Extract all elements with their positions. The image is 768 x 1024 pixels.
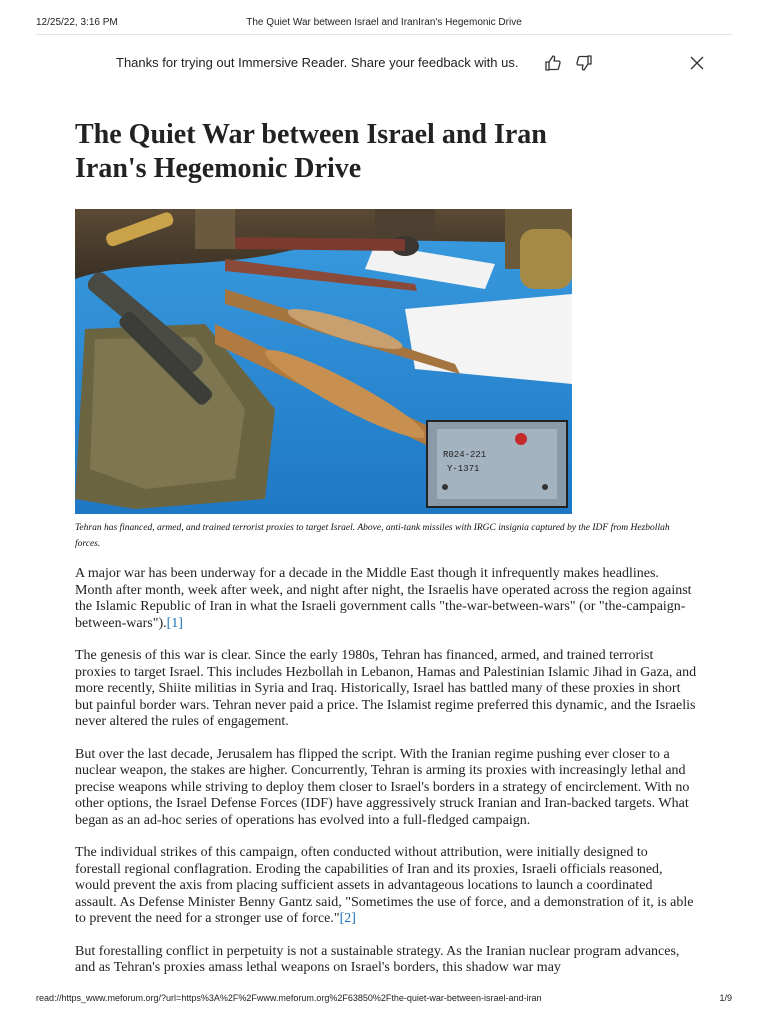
image-caption: Tehran has financed, armed, and trained terrorist proxies to target Israel. Above, anti-tank missiles with IRGC insignia captured by the IDF from Hezbollah forces.: [75, 523, 670, 549]
paragraph-4: The individual strikes of this campaign, often conducted without attribution, were initially designed to forestall regional conflagration. Eroding the capabilities of Iran and its proxies, Israeli officials reasoned, would prevent the axis from placing sufficient assets in advantageous locations to launch a coordinated assault. As Defense Minister Benny Gantz said, "Sometimes the use of force, and a demonstration of it, is able to prevent the need for a stronger use of force."[2]: [75, 845, 694, 926]
print-url: read://https_www.meforum.org/?url=https%3A%2F%2Fwww.meforum.org%2F63850%2Fthe-quiet-war-between-israel-and-iran: [36, 993, 542, 1003]
feedback-bar: [116, 52, 708, 76]
inset-serial-1: R024-221: [443, 450, 487, 460]
thumbs-down-icon[interactable]: [573, 52, 595, 74]
footnote-link-1[interactable]: [1]: [166, 615, 183, 631]
paragraph-5: But forestalling conflict in perpetuity is not a sustainable strategy. As the Iranian nuclear program advances, and as Tehran's proxies amass lethal weapons on Israel's borders, this shadow war may: [75, 943, 680, 975]
weapons-photo: [75, 209, 572, 514]
print-footer: [36, 992, 732, 1006]
close-icon[interactable]: [686, 52, 708, 74]
paragraph-1: A major war has been underway for a decade in the Middle East though it infrequently makes headlines. Month after month, week after week, and night after night, the Israelis have operated across the region against the Islamic Republic of Iran in what the Israeli government calls "the-war-between-wars" (or "the-campaign-between-wars").[1]: [75, 566, 692, 631]
article-title-line1: The Quiet War between Israel and Iran: [75, 119, 547, 150]
bottom-fade: [0, 984, 768, 992]
print-header: [36, 14, 732, 32]
article-title: [75, 118, 695, 186]
footnote-link-2[interactable]: [2]: [339, 911, 356, 926]
thumbs-up-icon[interactable]: [542, 52, 564, 74]
article-hero-image: [75, 209, 572, 514]
feedback-message: Thanks for trying out Immersive Reader. Share your feedback with us.: [116, 55, 519, 70]
print-title: The Quiet War between Israel and IranIran's Hegemonic Drive: [246, 17, 522, 28]
paragraph-3: But over the last decade, Jerusalem has flipped the script. With the Iranian regime pushing ever closer to a nuclear weapon, the stakes are higher. Concurrently, Tehran is arming its proxies with increasingly lethal and precise weapons while striving to deploy them closer to Israel's borders in a strategy of encirclement. With no other options, the Israel Defense Forces (IDF) have aggressively struck Iranian and Iran-backed targets. What began as an ad-hoc series of operations has evolved into a full-fledged campaign.: [75, 746, 690, 828]
article-body: [75, 566, 697, 993]
article-title-line2: Iran's Hegemonic Drive: [75, 153, 362, 184]
paragraph-2: The genesis of this war is clear. Since the early 1980s, Tehran has financed, armed, and trained terrorist proxies to target Israel. This includes Hezbollah in Lebanon, Hamas and Palestinian Islamic Jihad in Gaza, and more recently, Shiite militias in Syria and Iraq. Historically, Israel has battled many of these proxies in short but painful border wars. Tehran never paid a price. The Islamist regime preferred this dynamic, and the Israelis never altered the rules of engagement.: [75, 648, 697, 729]
print-date: 12/25/22, 3:16 PM: [36, 17, 118, 28]
inset-serial-2: Y-1371: [447, 464, 480, 474]
page-number: 1/9: [719, 993, 732, 1003]
header-divider: [36, 34, 732, 35]
